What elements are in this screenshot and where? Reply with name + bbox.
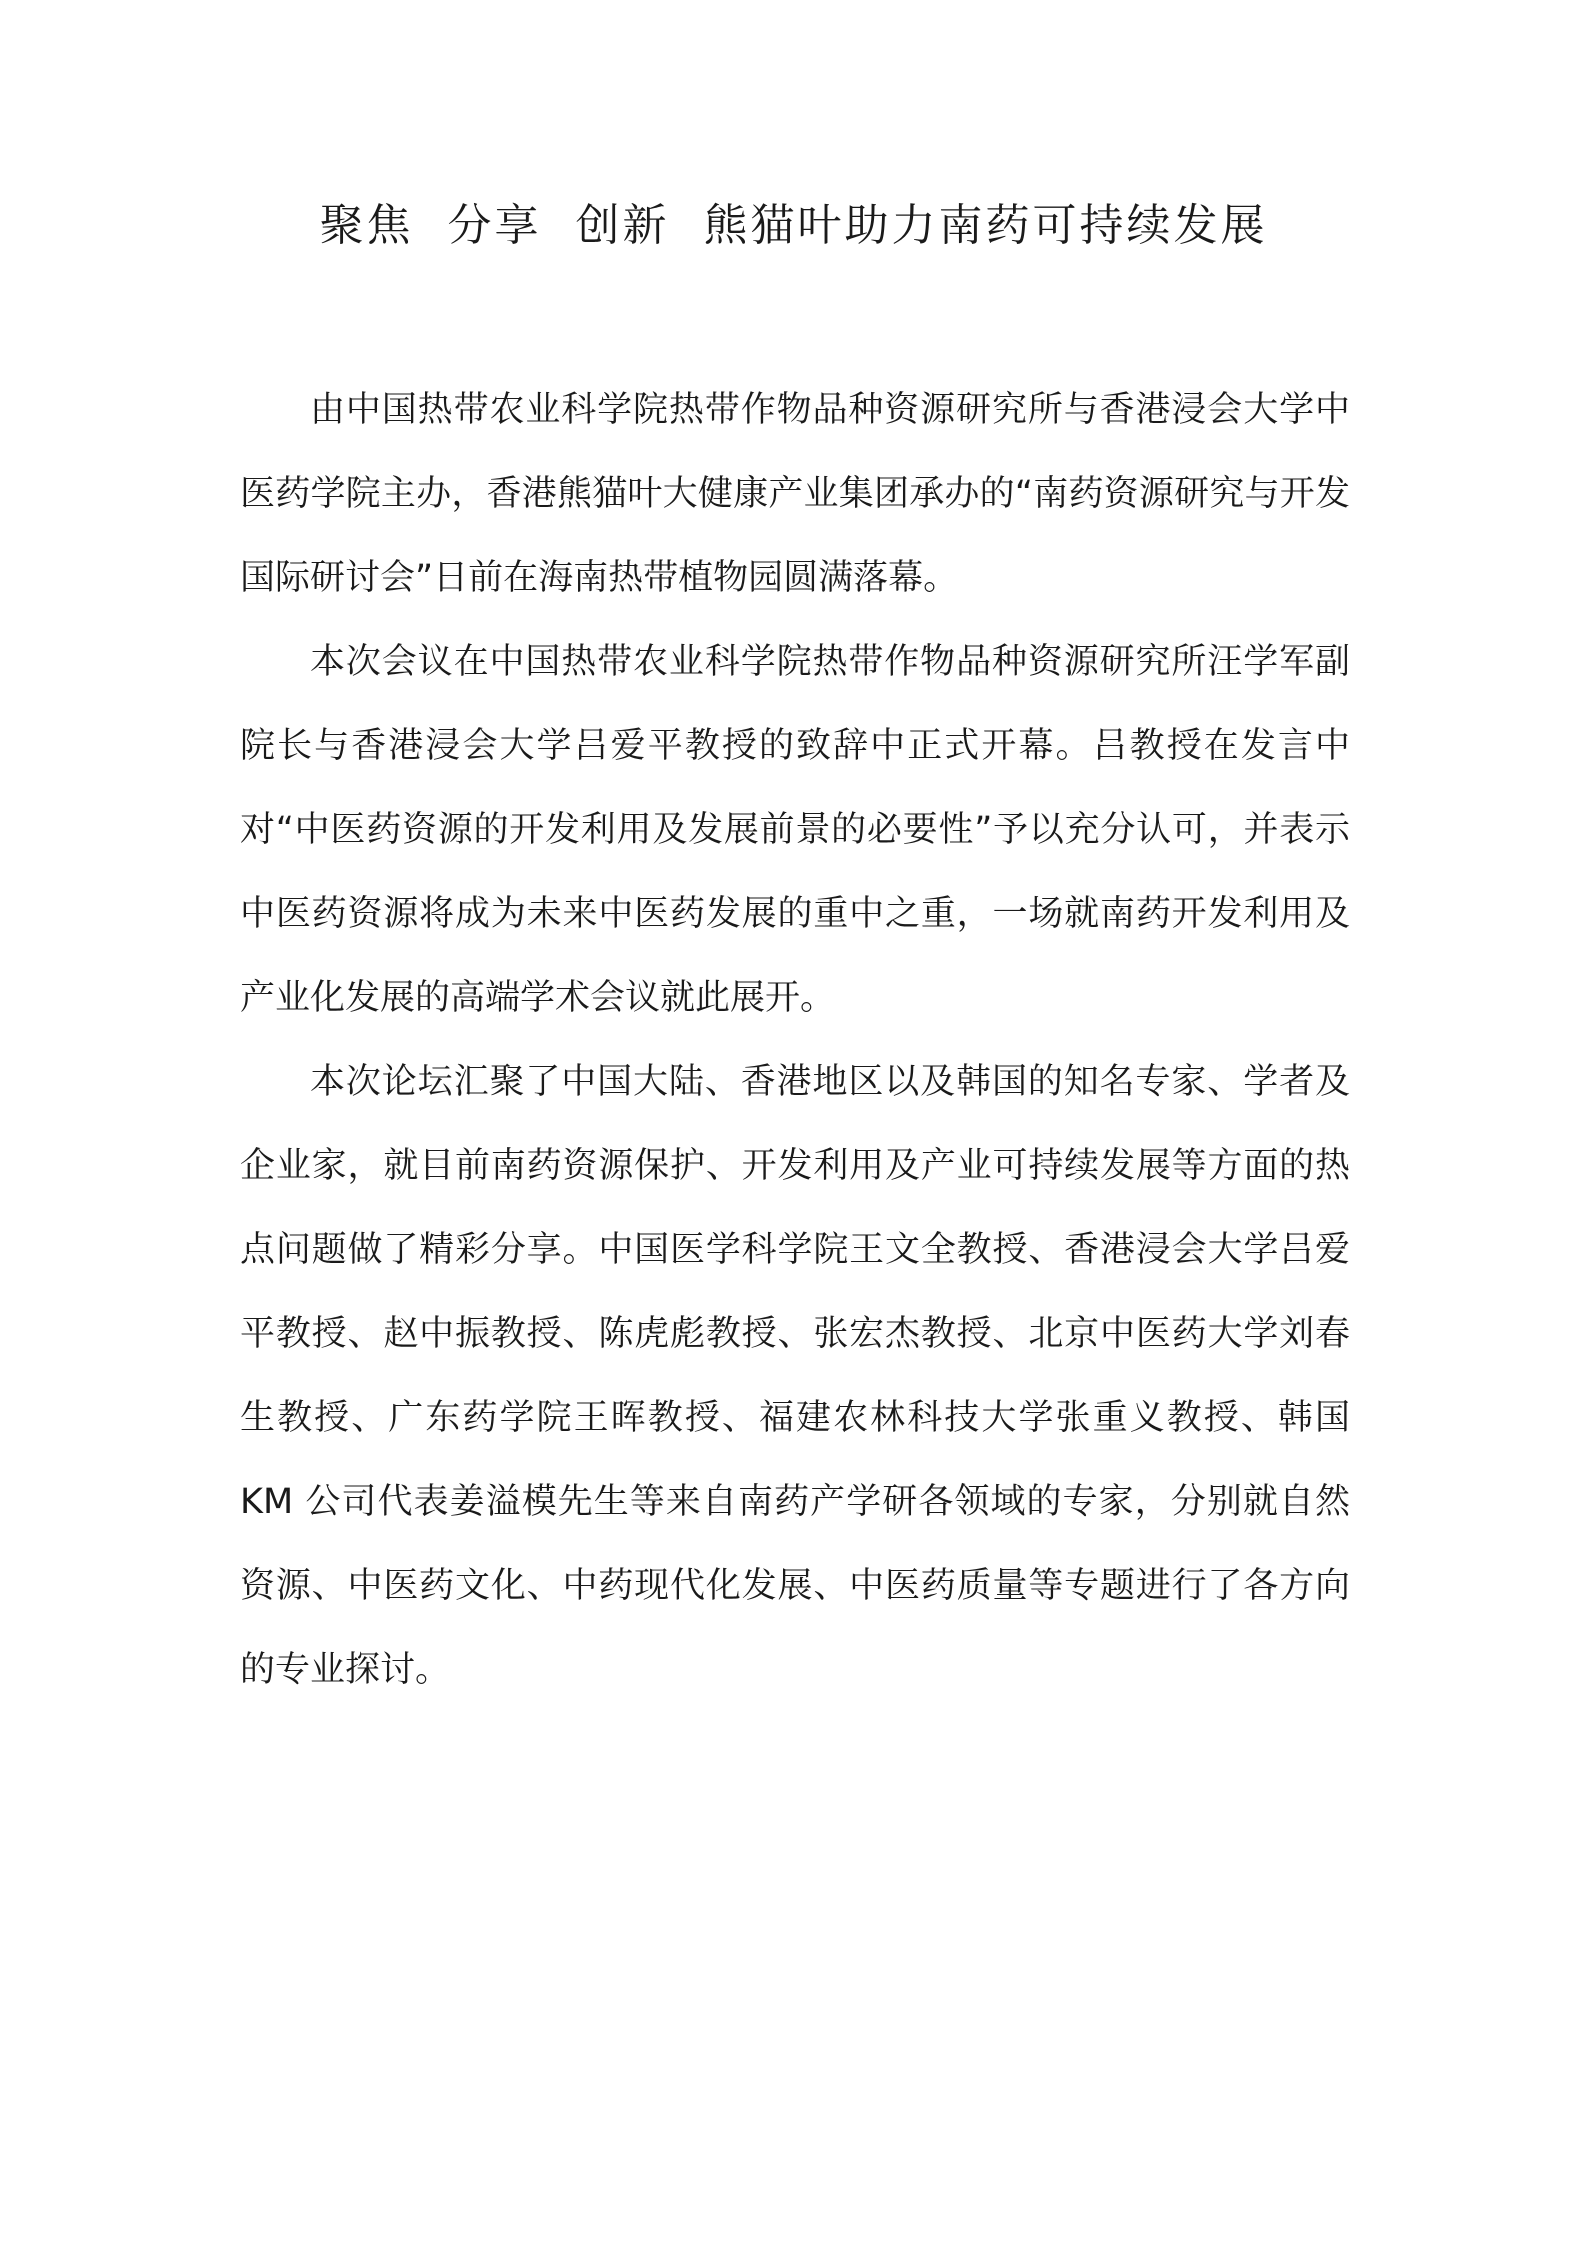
document-body bbox=[240, 368, 1350, 1712]
paragraph-1: 由中国热带农业科学院热带作物品种资源研究所与香港浸会大学中医药学院主办，香港熊猫叶大健康产业集团承办的“南药资源研究与开发国际研讨会”日前在海南热带植物园圆满落幕。 bbox=[240, 390, 1350, 598]
document-title: 聚焦 分享 创新 熊猫叶助力南药可持续发展 bbox=[319, 200, 1268, 251]
paragraph-2: 本次会议在中国热带农业科学院热带作物品种资源研究所汪学军副院长与香港浸会大学吕爱平教授的致辞中正式开幕。吕教授在发言中对“中医药资源的开发利用及发展前景的必要性”予以充分认可，并表示中医药资源将成为未来中医药发展的重中之重，一场就南药开发利用及产业化发展的高端学术会议就此展开。 bbox=[240, 642, 1350, 1018]
paragraph-3: 本次论坛汇聚了中国大陆、香港地区以及韩国的知名专家、学者及企业家，就目前南药资源保护、开发利用及产业可持续发展等方面的热点问题做了精彩分享。中国医学科学院王文全教授、香港浸会大学吕爱平教授、赵中振教授、陈虎彪教授、张宏杰教授、北京中医药大学刘春生教授、广东药学院王晖教授、福建农林科技大学张重义教授、韩国 KM 公司代表姜溢模先生等来自南药产学研各领域的专家，分别就自然资源、中医药文化、中药现代化发展、中医药质量等专题进行了各方向的专业探讨。 bbox=[240, 1062, 1350, 1690]
